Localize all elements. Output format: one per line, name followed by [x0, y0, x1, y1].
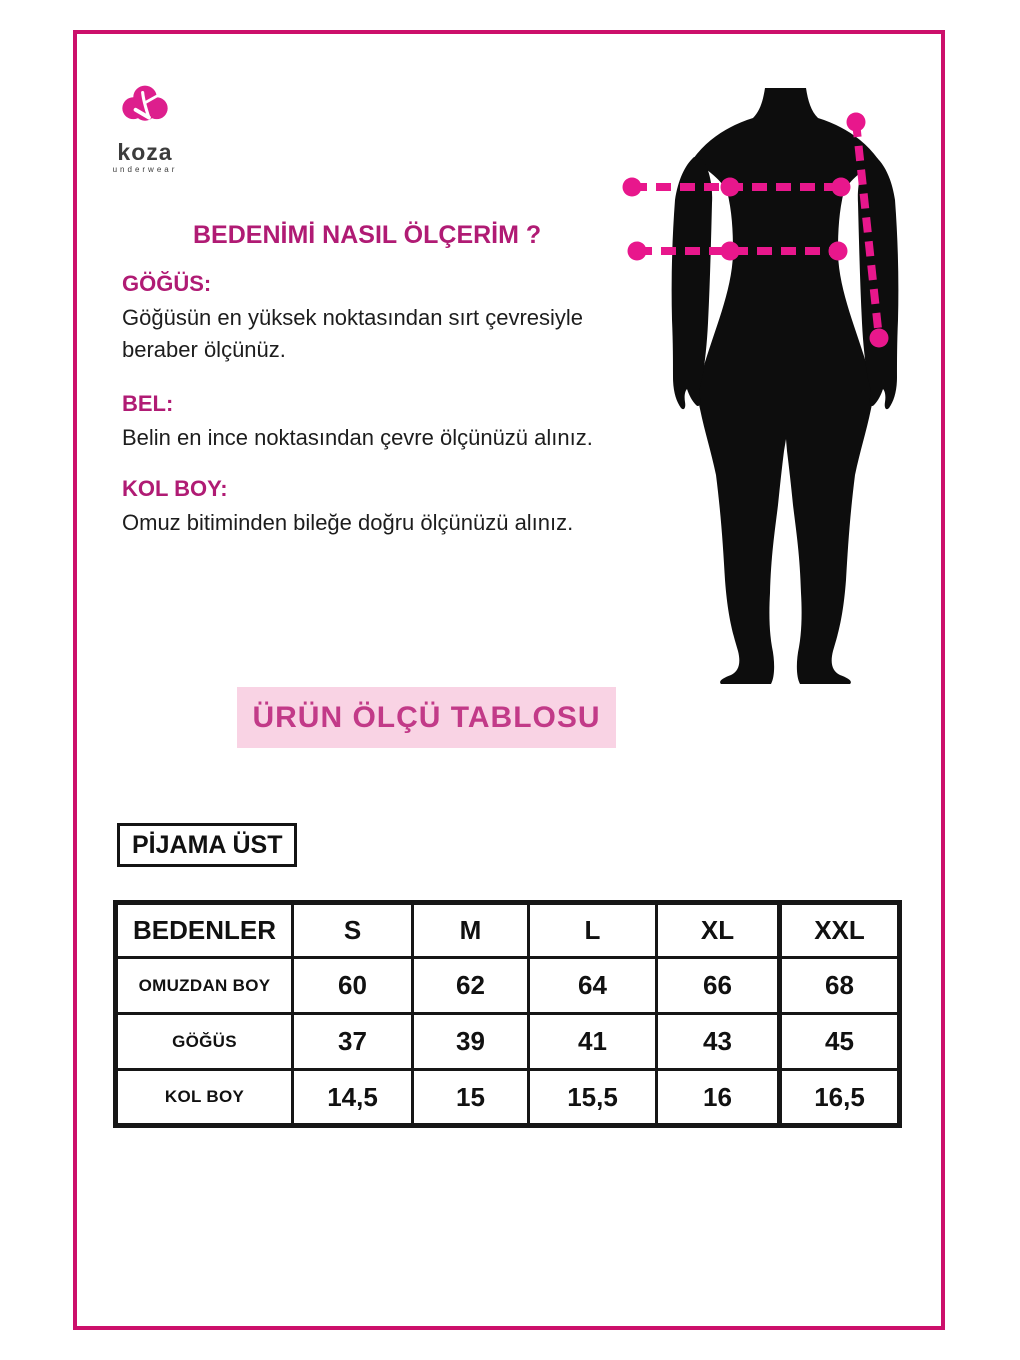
koza-flower-icon [115, 84, 175, 134]
header-xxl: XXL [780, 903, 900, 958]
section-bel-heading: BEL: [122, 391, 174, 416]
section-kolboy [122, 476, 642, 539]
header-xl: XL [657, 903, 780, 958]
cell-omuzdan-xxl: 68 [780, 958, 900, 1014]
table-row-kol-boy [116, 1070, 900, 1126]
cell-kolboy-m: 15 [413, 1070, 529, 1126]
cell-kolboy-xxl: 16,5 [780, 1070, 900, 1126]
table-row-gogus [116, 1014, 900, 1070]
row-label-gogus: GÖĞÜS [116, 1014, 293, 1070]
header-s: S [293, 903, 413, 958]
size-table-banner: ÜRÜN ÖLÇÜ TABLOSU [237, 687, 616, 748]
table-header-row [116, 903, 900, 958]
brand-subtitle: underwear [112, 165, 178, 174]
section-gogus-heading: GÖĞÜS: [122, 271, 212, 296]
section-kolboy-text: Omuz bitiminden bileğe doğru ölçünüzü alınız. [122, 510, 574, 535]
cell-kolboy-s: 14,5 [293, 1070, 413, 1126]
koza-logo [103, 84, 187, 174]
body-silhouette-icon [610, 85, 910, 705]
table-row-omuzdan-boy [116, 958, 900, 1014]
section-gogus [122, 271, 642, 366]
size-table [113, 900, 902, 1128]
cell-kolboy-l: 15,5 [529, 1070, 657, 1126]
cell-omuzdan-m: 62 [413, 958, 529, 1014]
body-measurement-diagram [610, 85, 910, 705]
section-bel [122, 391, 642, 454]
cell-omuzdan-xl: 66 [657, 958, 780, 1014]
cell-gogus-xl: 43 [657, 1014, 780, 1070]
header-m: M [413, 903, 529, 958]
page-title: BEDENİMİ NASIL ÖLÇERİM ? [193, 221, 542, 249]
cell-omuzdan-l: 64 [529, 958, 657, 1014]
header-bedenler: BEDENLER [116, 903, 293, 958]
cell-gogus-l: 41 [529, 1014, 657, 1070]
section-gogus-text: Göğüsün en yüksek noktasından sırt çevresiyle beraber ölçünüz. [122, 305, 584, 362]
section-kolboy-heading: KOL BOY: [122, 476, 228, 501]
section-bel-text: Belin en ince noktasından çevre ölçünüzü alınız. [122, 425, 593, 450]
cell-omuzdan-s: 60 [293, 958, 413, 1014]
header-l: L [529, 903, 657, 958]
row-label-kol-boy: KOL BOY [116, 1070, 293, 1126]
row-label-omuzdan-boy: OMUZDAN BOY [116, 958, 293, 1014]
product-label: PİJAMA ÜST [117, 823, 297, 867]
brand-name: koza [117, 139, 173, 165]
cell-kolboy-xl: 16 [657, 1070, 780, 1126]
cell-gogus-xxl: 45 [780, 1014, 900, 1070]
cell-gogus-s: 37 [293, 1014, 413, 1070]
cell-gogus-m: 39 [413, 1014, 529, 1070]
